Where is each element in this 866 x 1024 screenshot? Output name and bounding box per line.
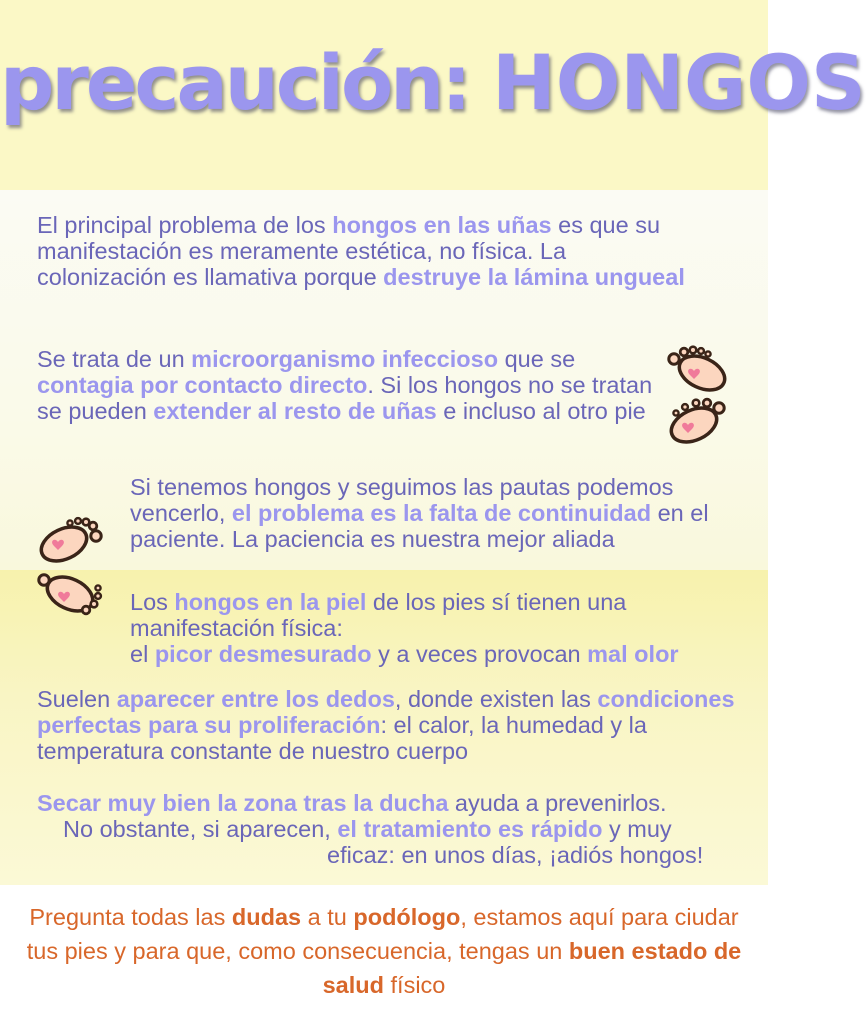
- highlight-text: contagia por contacto directo: [37, 372, 368, 398]
- text: que se: [498, 346, 576, 372]
- footprint-bottom: [39, 570, 101, 617]
- text: en el paciente. La paciencia es nuestra mejor aliada: [130, 500, 709, 552]
- highlight-text: microorganismo infeccioso: [191, 346, 499, 372]
- highlight-text: el tratamiento es rápido: [337, 816, 603, 842]
- page-title: [0, 38, 866, 127]
- footprints-icon: [36, 514, 102, 620]
- text: Pregunta todas las: [29, 904, 232, 930]
- highlight-text: picor desmesurado: [154, 641, 372, 667]
- highlight-text: destruye la lámina ungueal: [383, 264, 685, 290]
- text: El principal problema de los: [37, 212, 333, 238]
- highlight-text: extender al resto de uñas: [153, 398, 437, 424]
- title-part2: HONGOS: [492, 38, 866, 127]
- closing-message: [20, 900, 748, 1002]
- footprints-icon: [664, 345, 730, 449]
- footprint-top: [669, 347, 730, 397]
- highlight-text: buen estado de salud: [322, 938, 742, 998]
- text: a tu: [301, 904, 354, 930]
- highlight-text: condiciones perfectas para su proliferación: [37, 686, 735, 738]
- text-line: eficaz: en unos días, ¡adiós hongos!: [327, 842, 704, 868]
- highlight-text: hongos en la piel: [174, 589, 367, 615]
- paragraph-skin-fungus: [130, 589, 745, 667]
- text: ayuda a prevenirlos.: [448, 790, 667, 816]
- text: . Si los hongos no se tratan se pueden: [37, 372, 653, 424]
- text: y muy: [602, 816, 672, 842]
- highlight-text: hongos en las uñas: [332, 212, 552, 238]
- text: el: [130, 641, 155, 667]
- highlight-text: dudas: [231, 904, 302, 930]
- highlight-text: mal olor: [587, 641, 679, 667]
- paragraph-nail-fungus: [37, 212, 697, 290]
- text: e incluso al otro pie: [436, 398, 646, 424]
- text: de los pies sí tienen una manifestación física:: [130, 589, 627, 641]
- highlight-text: podólogo: [353, 904, 461, 930]
- text: Suelen: [37, 686, 117, 712]
- text: No obstante, si aparecen,: [63, 816, 338, 842]
- paragraph-continuity: [130, 474, 745, 552]
- highlight-text: Secar muy bien la zona tras la ducha: [37, 790, 449, 816]
- paragraph-between-toes: [37, 686, 737, 764]
- text: Si tenemos hongos y seguimos las pautas podemos vencerlo,: [130, 474, 674, 526]
- text: físico: [384, 972, 446, 998]
- paragraph-prevention: [37, 790, 737, 868]
- text-line: [37, 816, 737, 842]
- text: , donde existen las: [394, 686, 598, 712]
- text: y a veces provocan: [371, 641, 588, 667]
- text: Se trata de un: [37, 346, 192, 372]
- highlight-text: el problema es la falta de continuidad: [231, 500, 652, 526]
- footprint-bottom: [666, 399, 724, 449]
- highlight-text: aparecer entre los dedos: [116, 686, 395, 712]
- text: , estamos aquí para ciudar tus pies y para que, como consecuencia, tengas un: [26, 904, 739, 964]
- footprint-top: [36, 518, 101, 568]
- title-part1: precaución:: [0, 38, 469, 127]
- text: Los: [130, 589, 175, 615]
- text: es que su manifestación es meramente estética, no física. La colonización es llamativa porque: [37, 212, 661, 290]
- paragraph-contagion: [37, 346, 657, 424]
- text: : el calor, la humedad y la temperatura constante de nuestro cuerpo: [37, 712, 647, 764]
